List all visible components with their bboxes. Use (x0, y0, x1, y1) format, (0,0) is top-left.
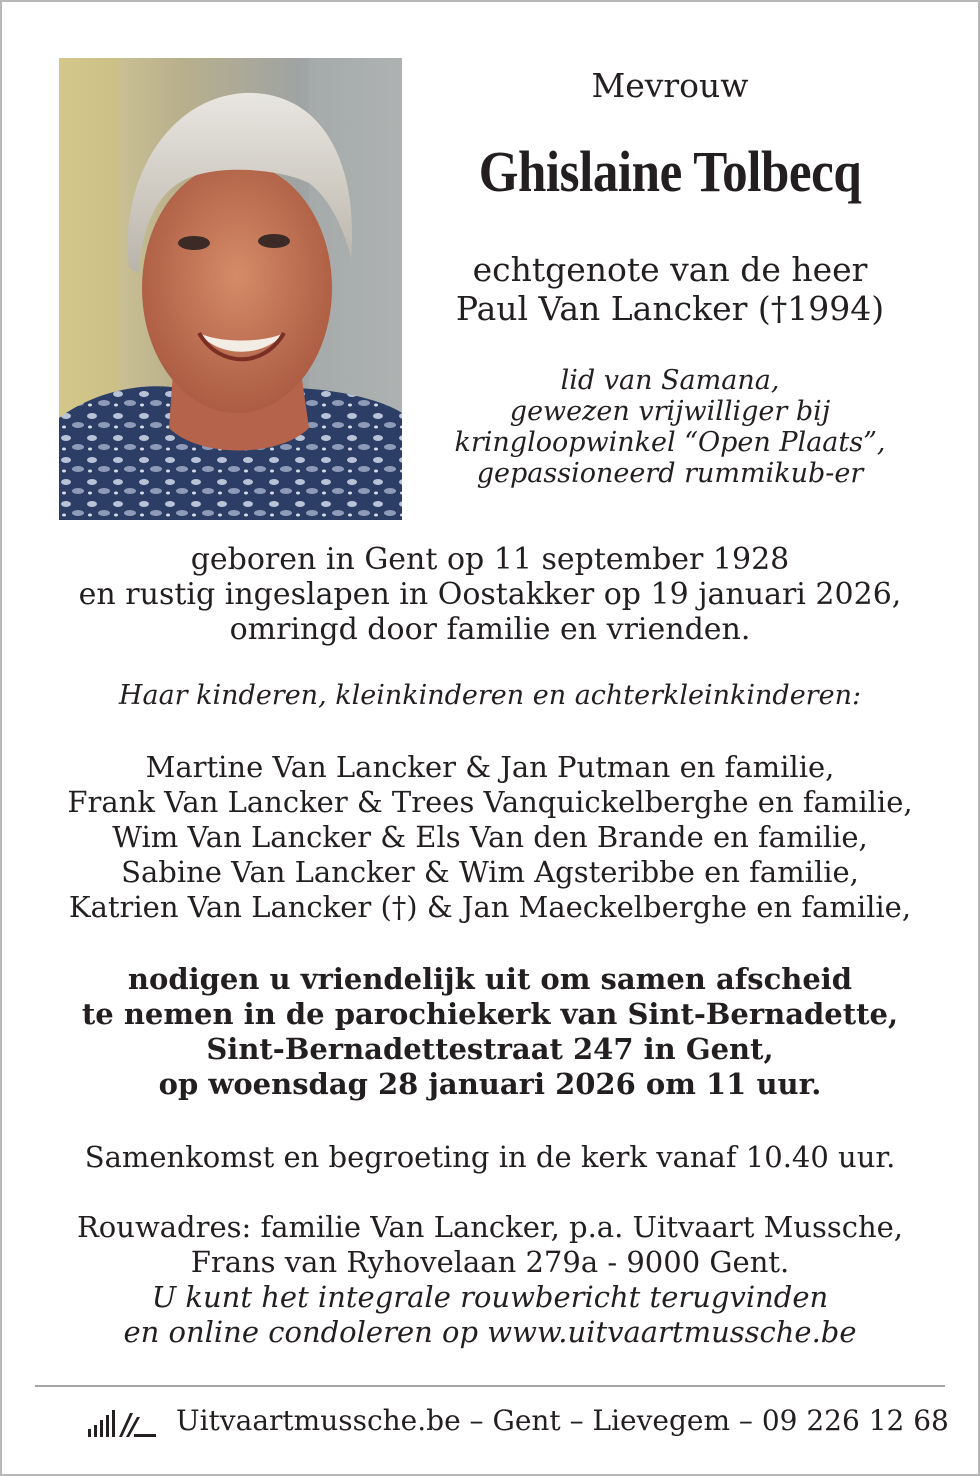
child-line: Sabine Van Lancker & Wim Agsteribbe en familie, (121, 855, 859, 889)
online-line: U kunt het integrale rouwbericht terugvinden (151, 1280, 829, 1314)
spouse-line: Paul Van Lancker (†1994) (455, 289, 885, 328)
salutation: Mevrouw (591, 66, 749, 105)
family-intro: Haar kinderen, kleinkinderen en achterkleinkinderen: (118, 680, 862, 711)
child-line: Wim Van Lancker & Els Van den Brande en familie, (112, 820, 868, 854)
life-line: en rustig ingeslapen in Oostakker op 19 januari 2026, (78, 577, 902, 612)
deceased-name: Ghislaine Tolbecq (478, 139, 862, 204)
spouse-line: echtgenote van de heer (472, 250, 868, 289)
spouse-block (420, 250, 920, 328)
footer-contact: Uitvaartmussche.be – Gent – Lievegem – 09 226 12 68 (176, 1404, 949, 1437)
invitation-line: te nemen in de parochiekerk van Sint-Bernadette, (81, 997, 899, 1031)
address-line: Rouwadres: familie Van Lancker, p.a. Uitvaart Mussche, (76, 1210, 904, 1244)
activity-line: kringloopwinkel “Open Plaats”, (454, 427, 886, 458)
activity-line: lid van Samana, (560, 365, 780, 396)
uitvaart-mussche-logo-icon (86, 1407, 158, 1441)
activity-line: gewezen vrijwilliger bij (509, 396, 831, 427)
life-line: omringd door familie en vrienden. (229, 612, 751, 647)
activities-block (420, 365, 920, 489)
children-list (0, 750, 980, 925)
online-condolence (0, 1280, 980, 1350)
child-line: Katrien Van Lancker (†) & Jan Maeckelberghe en familie, (68, 890, 912, 924)
invitation-block (0, 962, 980, 1102)
invitation-line: Sint-Bernadettestraat 247 in Gent, (206, 1032, 774, 1066)
invitation-line: op woensdag 28 januari 2026 om 11 uur. (158, 1067, 822, 1101)
portrait-photo (59, 58, 402, 520)
life-dates-block (0, 542, 980, 647)
life-line: geboren in Gent op 11 september 1928 (190, 542, 790, 577)
child-line: Martine Van Lancker & Jan Putman en familie, (145, 750, 835, 784)
child-line: Frank Van Lancker & Trees Vanquickelberghe en familie, (67, 785, 913, 819)
activity-line: gepassioneerd rummikub-er (476, 458, 864, 489)
invitation-line: nodigen u vriendelijk uit om samen afscheid (127, 962, 853, 996)
address-line: Frans van Ryhovelaan 279a - 9000 Gent. (190, 1245, 790, 1279)
footer-divider (35, 1385, 945, 1387)
mourning-address (0, 1210, 980, 1280)
online-line: en online condoleren op www.uitvaartmussche.be (123, 1315, 857, 1349)
meeting-info: Samenkomst en begroeting in de kerk vanaf 10.40 uur. (84, 1140, 896, 1174)
